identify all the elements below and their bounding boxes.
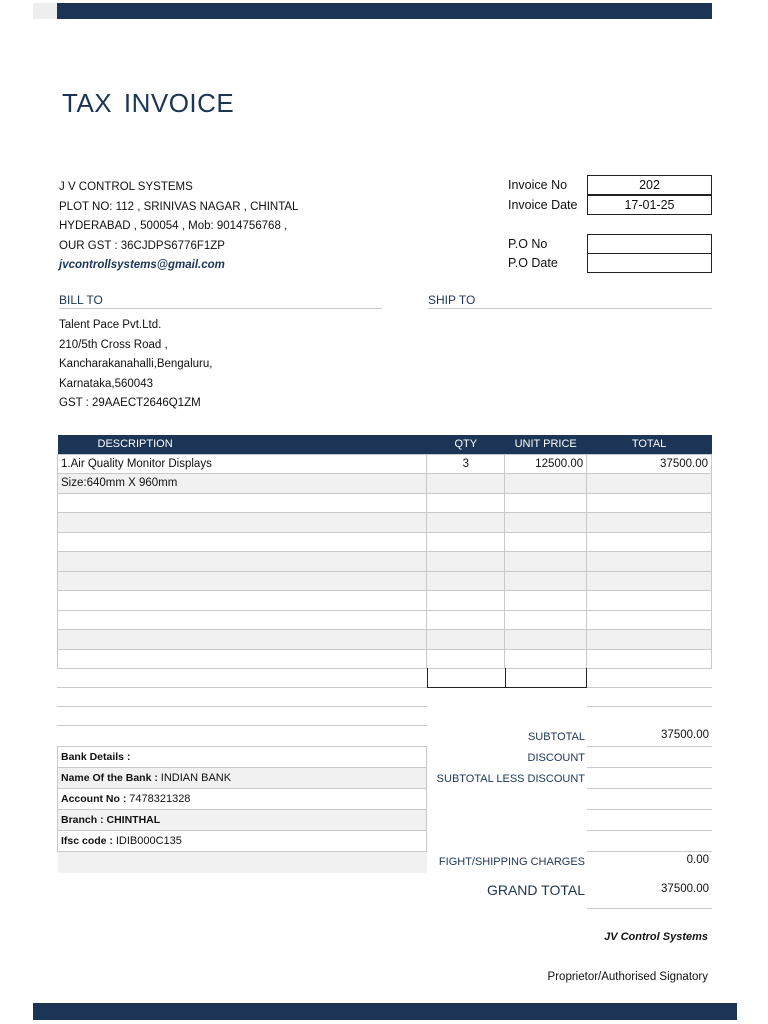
item-unit-price xyxy=(505,474,587,494)
bank-row xyxy=(58,768,427,789)
col-unit-price: UNIT PRICE xyxy=(505,435,587,454)
item-qty xyxy=(427,474,505,494)
footer-band xyxy=(33,1003,737,1020)
discount-label: DISCOUNT xyxy=(527,752,585,764)
shipping-label: FIGHT/SHIPPING CHARGES xyxy=(438,856,585,868)
ship-to-heading: SHIP TO xyxy=(428,293,712,309)
ifsc-value: IDIB000C135 xyxy=(115,835,182,847)
branch-label: Branch : CHINTHAL xyxy=(58,810,427,831)
header-band xyxy=(57,3,712,19)
item-description: 1.Air Quality Monitor Displays xyxy=(58,454,427,474)
divider xyxy=(587,809,712,810)
po-date-label: P.O Date xyxy=(508,256,558,270)
bill-to-gst: GST : 29AAECT2646Q1ZM xyxy=(59,397,201,409)
item-total xyxy=(587,474,712,494)
invoice-no-field: 202 xyxy=(587,175,712,195)
shipping-value: 0.00 xyxy=(686,854,709,866)
item-unit-price: 12500.00 xyxy=(505,454,587,474)
page-title: TAX INVOICE xyxy=(62,88,235,118)
table-row xyxy=(58,591,712,611)
col-total: TOTAL xyxy=(587,435,712,454)
item-qty: 3 xyxy=(427,454,505,474)
subtotal-value: 37500.00 xyxy=(661,729,709,741)
grand-total-value: 37500.00 xyxy=(661,883,709,895)
divider xyxy=(57,687,712,688)
invoice-date-label: Invoice Date xyxy=(508,198,578,212)
account-no-value: 7478321328 xyxy=(129,793,191,805)
ifsc-label: Ifsc code : xyxy=(61,835,116,847)
seller-address-line2: HYDERABAD , 500054 , Mob: 9014756768 , xyxy=(59,220,288,232)
subtotal-less-discount-label: SUBTOTAL LESS DISCOUNT xyxy=(436,773,585,785)
bill-to-block xyxy=(59,316,212,414)
divider xyxy=(587,788,712,789)
grand-total-label: GRAND TOTAL xyxy=(486,882,585,898)
summary-cell-group xyxy=(427,668,587,688)
bank-row xyxy=(58,789,427,810)
item-total: 37500.00 xyxy=(587,454,712,474)
divider xyxy=(587,706,712,707)
bill-to-address-line3: Karnataka,560043 xyxy=(59,377,153,390)
po-no-field xyxy=(587,234,712,254)
col-qty: QTY xyxy=(427,435,505,454)
seller-email: jvcontrollsystems@gmail.com xyxy=(59,259,225,271)
table-row xyxy=(58,552,712,572)
table-row xyxy=(58,513,712,533)
invoice-date-field: 17-01-25 xyxy=(587,195,712,215)
bank-row xyxy=(58,810,427,831)
bank-row xyxy=(58,747,427,768)
divider xyxy=(587,767,712,768)
items-table xyxy=(57,435,712,669)
seller-name: J V CONTROL SYSTEMS xyxy=(59,181,193,193)
bill-to-address-line1: 210/5th Cross Road , xyxy=(59,338,168,351)
seller-gst: OUR GST : 36CJDPS6776F1ZP xyxy=(59,239,225,252)
bank-name-label: Name Of the Bank : xyxy=(61,772,161,784)
bank-details-heading: Bank Details : xyxy=(58,747,427,768)
items-header-row xyxy=(58,435,712,454)
divider xyxy=(587,830,712,831)
divider xyxy=(587,908,712,909)
po-date-field xyxy=(587,253,712,273)
divider xyxy=(587,851,712,852)
invoice-no-label: Invoice No xyxy=(508,178,568,192)
bank-row xyxy=(58,831,427,852)
item-description: Size:640mm X 960mm xyxy=(58,474,427,494)
subtotal-label: SUBTOTAL xyxy=(527,731,585,743)
signatory-role: Proprietor/Authorised Signatory xyxy=(547,971,708,983)
bank-row xyxy=(58,852,427,873)
bank-name-value: INDIAN BANK xyxy=(160,772,232,784)
table-row xyxy=(58,610,712,630)
divider xyxy=(587,746,712,747)
bill-to-address-line2: Kancharakanahalli,Bengaluru, xyxy=(59,358,213,370)
divider xyxy=(505,668,506,688)
table-row xyxy=(58,630,712,650)
signatory-company: JV Control Systems xyxy=(604,931,708,943)
seller-block xyxy=(59,178,298,276)
table-row xyxy=(58,493,712,513)
account-no-label: Account No : xyxy=(61,793,130,805)
table-row xyxy=(58,571,712,591)
table-row xyxy=(58,454,712,474)
header-band-accent xyxy=(33,3,58,19)
bill-to-heading: BILL TO xyxy=(59,293,382,309)
table-row xyxy=(58,532,712,552)
divider xyxy=(57,706,427,707)
seller-address-line1: PLOT NO: 112 , SRINIVAS NAGAR , CHINTAL xyxy=(59,200,299,213)
po-no-label: P.O No xyxy=(508,237,548,251)
divider xyxy=(57,725,427,726)
bill-to-company: Talent Pace Pvt.Ltd. xyxy=(59,319,162,331)
bank-details-table xyxy=(57,746,427,873)
table-row xyxy=(58,474,712,494)
table-row xyxy=(58,649,712,669)
col-description: DESCRIPTION xyxy=(58,435,427,454)
